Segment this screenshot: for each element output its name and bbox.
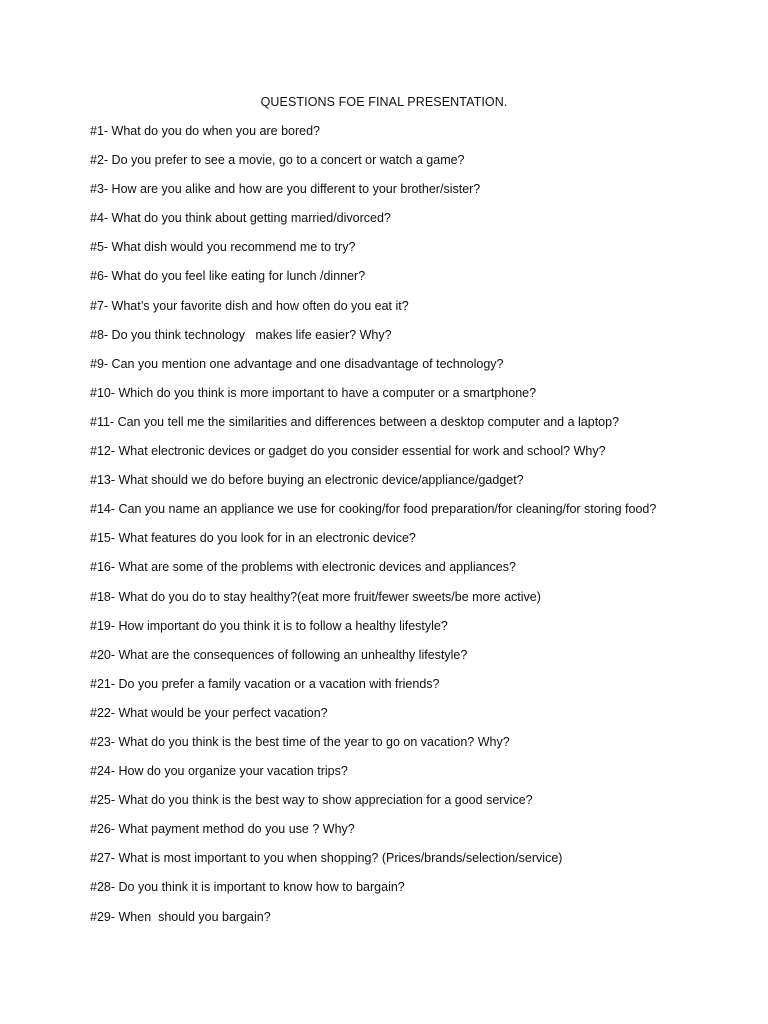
question-item: #28- Do you think it is important to know how to bargain? (90, 880, 405, 895)
question-item: #15- What features do you look for in an electronic device? (90, 531, 416, 546)
question-item: #25- What do you think is the best way to show appreciation for a good service? (90, 793, 533, 808)
question-item: #16- What are some of the problems with electronic devices and appliances? (90, 560, 516, 575)
question-item: #13- What should we do before buying an electronic device/appliance/gadget? (90, 473, 524, 488)
question-item: #21- Do you prefer a family vacation or a vacation with friends? (90, 676, 440, 691)
question-item: #4- What do you think about getting married/divorced? (90, 211, 391, 226)
question-item: #22- What would be your perfect vacation? (90, 705, 328, 720)
question-item: #27- What is most important to you when shopping? (Prices/brands/selection/service) (90, 851, 563, 866)
question-item: #19- How important do you think it is to follow a healthy lifestyle? (90, 618, 448, 633)
question-item: #26- What payment method do you use ? Why? (90, 822, 355, 837)
question-item: #2- Do you prefer to see a movie, go to a concert or watch a game? (90, 153, 465, 168)
question-item: #9- Can you mention one advantage and one disadvantage of technology? (90, 356, 504, 371)
question-item: #3- How are you alike and how are you different to your brother/sister? (90, 182, 481, 197)
question-item: #6- What do you feel like eating for lunch /dinner? (90, 269, 366, 284)
question-item: #14- Can you name an appliance we use for cooking/for food preparation/for cleaning/for storing food? (90, 502, 657, 517)
question-item: #1- What do you do when you are bored? (90, 124, 321, 138)
question-item: #11- Can you tell me the similarities and differences between a desktop computer and a laptop? (90, 414, 620, 429)
question-item: #10- Which do you think is more important to have a computer or a smartphone? (90, 385, 537, 400)
question-item: #18- What do you do to stay healthy?(eat more fruit/fewer sweets/be more active) (90, 589, 541, 604)
page-title: QUESTIONS FOE FINAL PRESENTATION. (260, 95, 508, 109)
question-item: #24- How do you organize your vacation trips? (90, 764, 348, 779)
question-item: #5- What dish would you recommend me to try? (90, 240, 356, 255)
question-item: #29- When should you bargain? (90, 909, 271, 924)
question-item: #7- What’s your favorite dish and how often do you eat it? (90, 298, 409, 313)
question-item: #12- What electronic devices or gadget do you consider essential for work and school? Why? (90, 444, 606, 459)
question-item: #8- Do you think technology makes life easier? Why? (90, 327, 392, 342)
question-item: #23- What do you think is the best time of the year to go on vacation? Why? (90, 734, 510, 749)
question-list (90, 123, 656, 938)
question-item: #20- What are the consequences of following an unhealthy lifestyle? (90, 647, 468, 662)
